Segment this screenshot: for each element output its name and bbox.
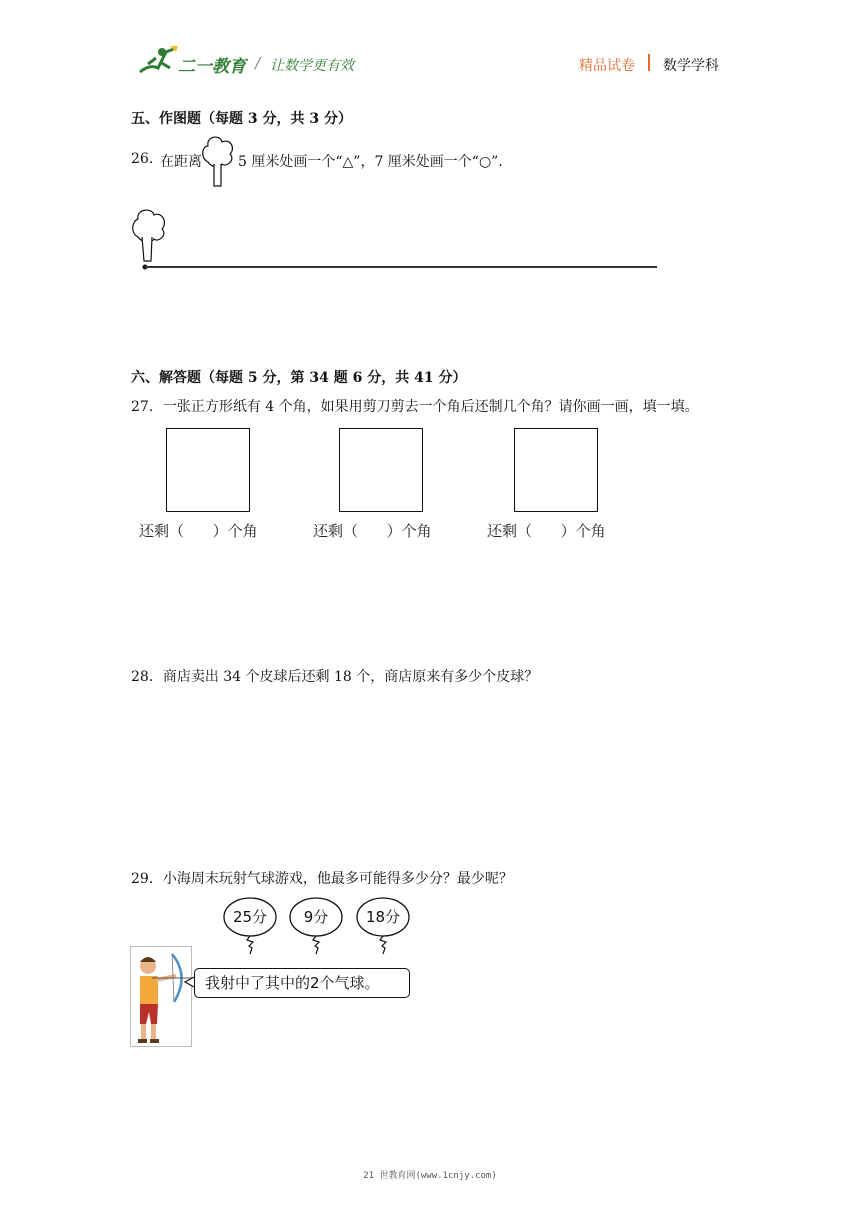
balloon-label: 25分 [232, 908, 268, 926]
answer-blank: 还剩（ ）个角 [487, 522, 606, 540]
tree-icon [130, 207, 168, 263]
question-text: 5 厘米处画一个“△”，7 厘米处画一个“○”. [238, 154, 503, 170]
square-paper [166, 428, 250, 512]
question-number: 26. [131, 151, 154, 167]
question-text: 29．小海周末玩射气球游戏，他最多可能得多少分？最少呢？ [131, 871, 513, 887]
brand-logo-icon [136, 44, 180, 78]
page-footer: 21 世教育网(www.1cnjy.com) [363, 1171, 497, 1181]
brand-slogan: 让数学更有效 [270, 58, 354, 74]
answer-blank: 还剩（ ）个角 [313, 522, 432, 540]
question-text: 28．商店卖出 34 个皮球后还剩 18 个，商店原来有多少个皮球？ [131, 669, 539, 685]
question-text-prefix: 在距离 [160, 154, 202, 170]
square-paper [514, 428, 598, 512]
header-subject: 数学学科 [663, 58, 719, 74]
question-text: 27．一张正方形纸有 4 个角，如果用剪刀剪去一个角后还制几个角？请你画一画，填一填。 [131, 399, 699, 415]
section-title: 五、作图题（每题 3 分，共 3 分） [131, 111, 352, 127]
header-divider [648, 54, 650, 71]
header-slash: / [255, 54, 261, 72]
balloon-label: 9分 [303, 908, 329, 926]
archer-boy-icon [130, 946, 192, 1047]
brand-name: 二一教育 [178, 57, 246, 77]
section-title: 六、解答题（每题 5 分，第 34 题 6 分，共 41 分） [131, 370, 467, 386]
tree-icon [200, 134, 236, 188]
square-paper [339, 428, 423, 512]
balloon-label: 18分 [365, 908, 401, 926]
measure-line [140, 262, 662, 272]
header-label: 精品试卷 [579, 58, 635, 74]
speech-bubble: 我射中了其中的2个气球。 [194, 968, 410, 998]
answer-blank: 还剩（ ）个角 [139, 522, 258, 540]
